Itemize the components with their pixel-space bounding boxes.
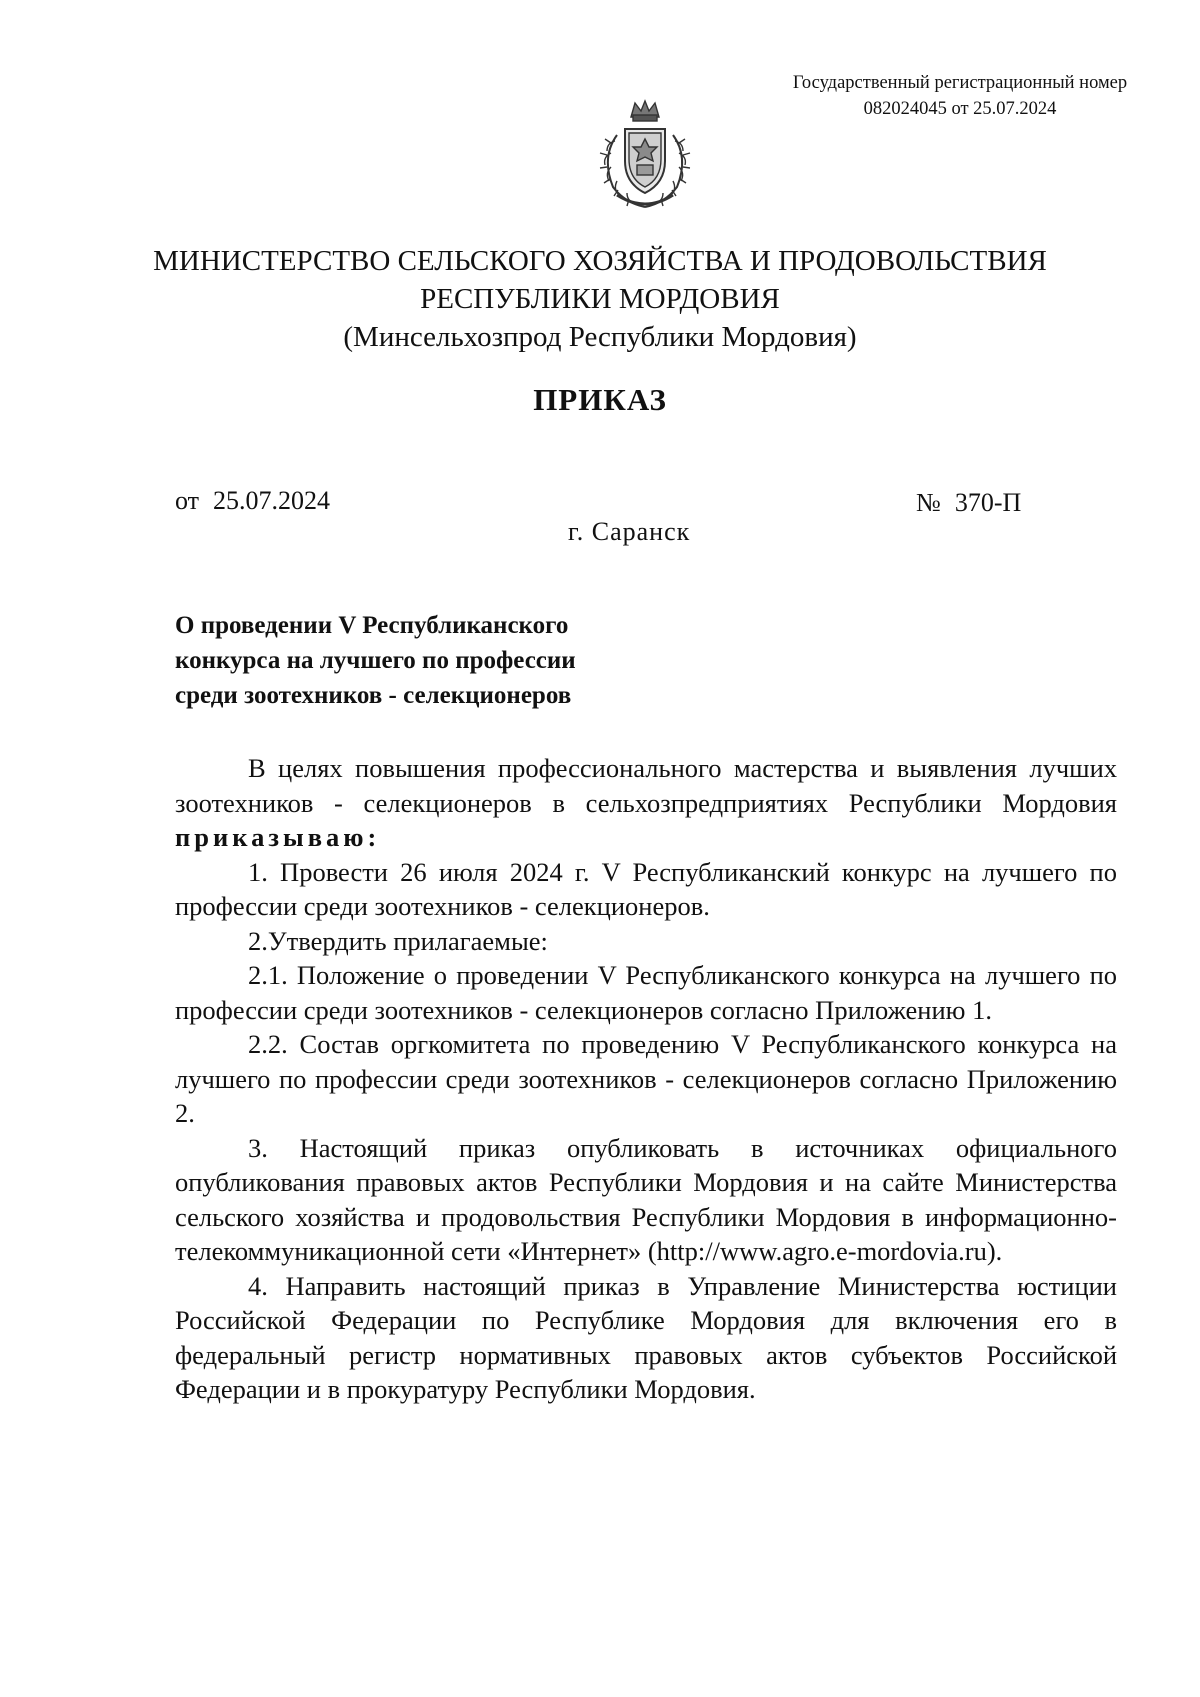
order-title: ПРИКАЗ [533, 382, 667, 417]
item-3: 3. Настоящий приказ опубликовать в источниках официального опубликования правовых актов Республики Мордовия и на сайте Министерства сельского хозяйства и продовольствия Республики Мордовия в информационно-телекоммуникационной сети «Интернет» (http://www.agro.e-mordovia.ru). [175, 1132, 1117, 1266]
ministry-short-name: (Минсельхозпрод Республики Мордовия) [343, 321, 857, 353]
intro-paragraph [175, 751, 1117, 855]
item-2-2: 2.2. Состав оргкомитета по проведению V Республиканского конкурса на лучшего по профессии среди зоотехников - селекционеров согласно Приложению 2. [175, 1029, 1117, 1128]
registration-line-1: Государственный регистрационный номер [792, 73, 1128, 93]
order-number [916, 488, 1021, 518]
ministry-header [120, 242, 1080, 356]
intro-text: В целях повышения профессионального мастерства и выявления лучших зоотехников - селекционеров в сельхозпредприятиях Республики Мордовия [175, 753, 1117, 818]
order-city: г. Саранск [568, 517, 691, 546]
subject-line-1: О проведении V Республиканского [175, 612, 569, 639]
number-value: 370-П [954, 488, 1022, 517]
order-subject [175, 608, 576, 713]
subject-line-2: конкурса на лучшего по профессии [175, 647, 576, 674]
item-2-1: 2.1. Положение о проведении V Республиканского конкурса на лучшего по профессии среди зоотехников - селекционеров согласно Приложению 1. [175, 960, 1117, 1025]
ministry-name-line-2: РЕСПУБЛИКИ МОРДОВИЯ [420, 283, 780, 315]
registration-line-2: 082024045 от 25.07.2024 [863, 99, 1057, 119]
coat-of-arms-icon [587, 95, 703, 213]
date-prefix: от [175, 486, 200, 515]
registration-stamp [760, 70, 1160, 122]
order-date [175, 486, 330, 516]
subject-line-3: среди зоотехников - селекционеров [175, 682, 572, 709]
order-word: приказываю: [175, 822, 381, 852]
date-value: 25.07.2024 [213, 486, 331, 515]
order-body [175, 751, 1117, 1407]
ministry-name-line-1: МИНИСТЕРСТВО СЕЛЬСКОГО ХОЗЯЙСТВА И ПРОДОВОЛЬСТВИЯ [153, 245, 1047, 277]
item-2: 2.Утвердить прилагаемые: [248, 925, 548, 956]
item-1: 1. Провести 26 июля 2024 г. V Республиканский конкурс на лучшего по профессии среди зоотехников - селекционеров. [175, 856, 1117, 921]
number-prefix: № [916, 488, 941, 517]
item-4: 4. Направить настоящий приказ в Управление Министерства юстиции Российской Федерации по Республике Мордовия для включения его в федеральный регистр нормативных правовых актов субъектов Российской Федерации и в прокуратуру Республики Мордовия. [175, 1270, 1117, 1404]
